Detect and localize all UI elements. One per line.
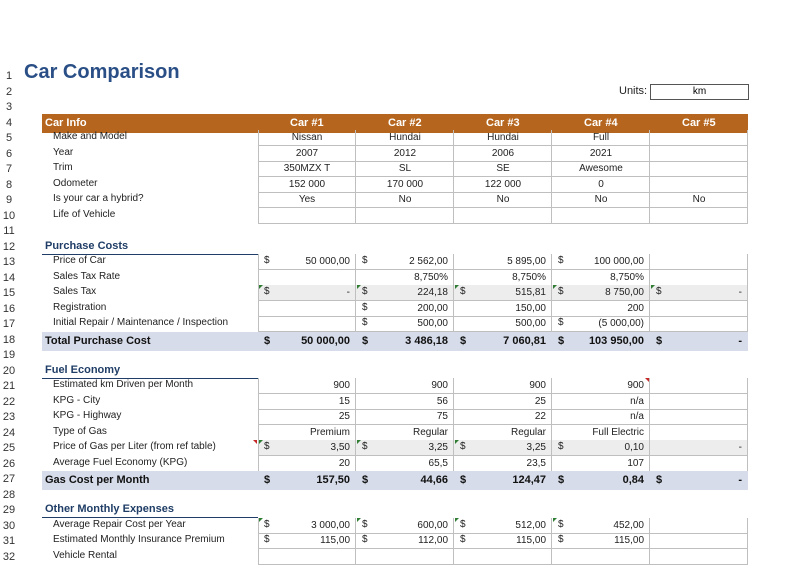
row-label: Registration xyxy=(53,301,107,313)
data-cell[interactable] xyxy=(258,208,356,224)
currency-symbol: $ xyxy=(656,474,663,486)
row-label: Average Fuel Economy (KPG) xyxy=(53,456,188,468)
row-number[interactable]: 5 xyxy=(5,132,13,144)
cell-value: 115,00 xyxy=(614,535,644,546)
cell-value: 115,00 xyxy=(516,535,546,546)
row-number[interactable]: 29 xyxy=(2,504,16,516)
data-cell[interactable] xyxy=(258,301,356,317)
row-number[interactable]: 20 xyxy=(2,364,16,377)
row-label: Sales Tax Rate xyxy=(53,270,121,282)
row-number[interactable]: 4 xyxy=(5,116,13,129)
currency-symbol: $ xyxy=(362,317,368,328)
cell-value: 0 xyxy=(598,178,604,190)
data-cell[interactable] xyxy=(356,208,454,224)
car-info-title: Car Info xyxy=(45,117,87,129)
cell-value: Hundai xyxy=(487,132,519,143)
row-label: KPG - City xyxy=(53,394,101,406)
cell-value: SL xyxy=(398,163,412,174)
cell-value: 56 xyxy=(436,395,448,407)
data-cell[interactable] xyxy=(650,456,748,472)
row-label: Year xyxy=(53,146,74,158)
row-number[interactable]: 2 xyxy=(5,85,13,98)
cell-value: 150,00 xyxy=(515,302,546,314)
row-label: Price of Car xyxy=(53,255,106,266)
cell-value: 452,00 xyxy=(613,519,644,531)
row-number[interactable]: 27 xyxy=(2,473,16,485)
row-number[interactable]: 1 xyxy=(5,70,13,82)
cell-value: Awesome xyxy=(579,163,623,174)
currency-symbol: $ xyxy=(460,474,467,486)
data-cell[interactable] xyxy=(650,254,748,270)
cell-value: 115,00 xyxy=(320,535,350,546)
formula-marker-icon xyxy=(357,440,361,444)
row-number[interactable]: 24 xyxy=(2,426,16,439)
formula-marker-icon xyxy=(357,285,361,289)
row-number[interactable]: 10 xyxy=(2,209,16,222)
cell-value: 170 000 xyxy=(386,178,424,190)
formula-marker-icon xyxy=(259,440,263,444)
cell-value: Premium xyxy=(309,426,350,438)
total-value[interactable]: 124,47 xyxy=(512,474,546,486)
row-label: Price of Gas per Liter (from ref table) xyxy=(53,441,216,452)
cell-value: 8,750% xyxy=(512,271,546,283)
cell-value: 900 xyxy=(627,380,644,391)
cell-value: 122 000 xyxy=(484,178,522,190)
cell-value: 200,00 xyxy=(417,302,448,314)
cell-value: No xyxy=(398,194,412,205)
currency-symbol: $ xyxy=(656,334,663,347)
cell-value: 25 xyxy=(534,395,546,407)
cell-value: 3,25 xyxy=(428,442,448,453)
data-cell[interactable] xyxy=(650,533,748,549)
cell-value: 900 xyxy=(333,380,350,391)
total-label: Gas Cost per Month xyxy=(45,474,150,486)
cell-value: 900 xyxy=(431,380,448,391)
row-number[interactable]: 13 xyxy=(2,256,16,268)
data-cell[interactable] xyxy=(454,208,552,224)
row-number[interactable]: 9 xyxy=(5,194,13,206)
row-label: Initial Repair / Maintenance / Inspection xyxy=(53,317,229,328)
total-value[interactable]: - xyxy=(738,474,742,486)
row-number[interactable]: 17 xyxy=(2,318,16,330)
total-value[interactable]: 44,66 xyxy=(420,474,448,486)
row-label: Life of Vehicle xyxy=(53,208,116,220)
data-cell[interactable] xyxy=(258,270,356,286)
cell-value: No xyxy=(594,194,608,205)
currency-symbol: $ xyxy=(264,255,270,266)
data-cell[interactable] xyxy=(650,518,748,534)
row-label: Make and Model xyxy=(53,131,127,142)
formula-marker-icon xyxy=(259,285,263,289)
cell-value: Nissan xyxy=(291,132,323,143)
cell-value: 2 562,00 xyxy=(409,256,448,267)
total-value[interactable]: 7 060,81 xyxy=(503,334,546,347)
cell-value: No xyxy=(692,194,706,205)
cell-value: 350MZX T xyxy=(283,163,331,174)
total-label: Total Purchase Cost xyxy=(45,334,151,347)
data-cell[interactable] xyxy=(552,549,650,565)
row-number[interactable]: 23 xyxy=(2,411,16,423)
car-column-header[interactable]: Car #1 xyxy=(290,117,324,129)
currency-symbol: $ xyxy=(460,286,466,297)
currency-symbol: $ xyxy=(558,317,564,328)
currency-symbol: $ xyxy=(656,286,662,297)
cell-value: 3,50 xyxy=(330,442,350,453)
total-value[interactable]: 0,84 xyxy=(622,474,644,486)
total-value[interactable]: 103 950,00 xyxy=(588,334,644,347)
currency-symbol: $ xyxy=(362,255,368,266)
car-column-header[interactable]: Car #4 xyxy=(584,117,618,129)
comment-marker-icon[interactable] xyxy=(645,378,649,382)
currency-symbol: $ xyxy=(362,334,369,347)
row-number[interactable]: 31 xyxy=(2,535,16,547)
data-cell[interactable] xyxy=(650,146,748,162)
row-number[interactable]: 32 xyxy=(2,550,16,563)
row-label: Average Repair Cost per Year xyxy=(53,518,186,530)
row-number[interactable]: 6 xyxy=(5,147,13,160)
data-cell[interactable] xyxy=(650,549,748,565)
cell-value: - xyxy=(346,287,350,298)
total-purchase-band xyxy=(42,332,748,351)
data-cell[interactable] xyxy=(650,425,748,441)
currency-symbol: $ xyxy=(264,441,270,452)
row-number[interactable]: 12 xyxy=(2,240,16,253)
row-label: KPG - Highway xyxy=(53,410,122,421)
data-cell[interactable] xyxy=(552,208,650,224)
cell-value: 2006 xyxy=(491,147,515,159)
row-number[interactable]: 16 xyxy=(2,302,16,315)
cell-value: 8,750% xyxy=(414,271,448,283)
currency-symbol: $ xyxy=(558,255,564,266)
cell-value: 500,00 xyxy=(515,318,546,329)
row-number[interactable]: 14 xyxy=(2,271,16,284)
data-cell[interactable] xyxy=(650,177,748,193)
cell-value: SE xyxy=(496,163,510,174)
cell-value: 200 xyxy=(627,302,644,314)
row-number[interactable]: 26 xyxy=(2,457,16,470)
currency-symbol: $ xyxy=(362,441,368,452)
formula-marker-icon xyxy=(553,285,557,289)
row-number[interactable]: 21 xyxy=(2,380,16,392)
row-label: Estimated km Driven per Month xyxy=(53,379,194,390)
cell-value: 152 000 xyxy=(288,178,326,190)
data-cell[interactable] xyxy=(650,130,748,146)
cell-value: 500,00 xyxy=(417,318,448,329)
currency-symbol: $ xyxy=(362,518,368,530)
cell-value: 512,00 xyxy=(515,519,546,531)
cell-value: Regular xyxy=(412,426,448,438)
row-label: Trim xyxy=(53,162,73,173)
currency-symbol: $ xyxy=(460,534,466,545)
cell-value: 3,25 xyxy=(526,442,546,453)
car-column-header[interactable]: Car #3 xyxy=(486,117,520,129)
currency-symbol: $ xyxy=(460,518,466,530)
comment-marker-icon[interactable] xyxy=(253,440,257,444)
row-number[interactable]: 3 xyxy=(5,101,13,113)
units-label: Units: xyxy=(619,85,648,97)
units-input[interactable]: km xyxy=(650,84,749,100)
cell-value: Yes xyxy=(298,194,316,205)
cell-value: 2007 xyxy=(295,147,319,159)
currency-symbol: $ xyxy=(558,334,565,347)
cell-value: 515,81 xyxy=(515,287,546,298)
cell-value: 112,00 xyxy=(418,535,448,546)
row-number[interactable]: 28 xyxy=(2,488,16,501)
cell-value: 900 xyxy=(529,380,546,391)
row-label: Vehicle Rental xyxy=(53,549,117,561)
currency-symbol: $ xyxy=(558,474,565,486)
currency-symbol: $ xyxy=(558,286,564,297)
cell-value: Full Electric xyxy=(592,426,644,438)
formula-marker-icon xyxy=(455,518,459,522)
data-cell[interactable] xyxy=(650,208,748,224)
data-cell[interactable] xyxy=(650,270,748,286)
total-gas-band xyxy=(42,471,748,490)
formula-marker-icon xyxy=(455,440,459,444)
cell-value: 107 xyxy=(627,457,644,469)
cell-value: 2012 xyxy=(393,147,417,159)
cell-value: 23,5 xyxy=(526,457,546,469)
currency-symbol: $ xyxy=(264,518,270,530)
cell-value: 8 750,00 xyxy=(605,287,644,298)
row-number[interactable]: 18 xyxy=(2,333,16,346)
row-number[interactable]: 15 xyxy=(2,287,16,299)
cell-value: 224,18 xyxy=(417,287,448,298)
currency-symbol: $ xyxy=(264,286,270,297)
cell-value: (5 000,00) xyxy=(598,318,644,329)
currency-symbol: $ xyxy=(264,474,271,486)
cell-value: 3 000,00 xyxy=(311,519,350,531)
row-label: Sales Tax xyxy=(53,286,97,297)
formula-marker-icon xyxy=(651,285,655,289)
cell-value: n/a xyxy=(630,395,644,407)
cell-value: 75 xyxy=(436,411,448,422)
currency-symbol: $ xyxy=(558,534,564,545)
row-number[interactable]: 22 xyxy=(2,395,16,408)
row-label: Estimated Monthly Insurance Premium xyxy=(53,534,225,545)
cell-value: 20 xyxy=(338,457,350,469)
cell-value: Regular xyxy=(510,426,546,438)
cell-value: 2021 xyxy=(589,147,613,159)
currency-symbol: $ xyxy=(558,441,564,452)
cell-value: Full xyxy=(592,132,610,143)
data-cell[interactable] xyxy=(650,316,748,332)
row-number[interactable]: 8 xyxy=(5,178,13,191)
cell-value: n/a xyxy=(630,411,644,422)
currency-symbol: $ xyxy=(558,518,564,530)
data-cell[interactable] xyxy=(650,394,748,410)
row-number[interactable]: 7 xyxy=(5,163,13,175)
cell-value: 0,10 xyxy=(624,442,644,453)
cell-value: - xyxy=(738,287,742,298)
formula-marker-icon xyxy=(455,285,459,289)
data-cell[interactable] xyxy=(258,316,356,332)
cell-value: 15 xyxy=(338,395,350,407)
cell-value: 22 xyxy=(534,411,546,422)
formula-marker-icon xyxy=(259,518,263,522)
cell-value: 100 000,00 xyxy=(593,256,644,267)
currency-symbol: $ xyxy=(264,334,271,347)
currency-symbol: $ xyxy=(460,334,467,347)
cell-value: - xyxy=(738,442,742,453)
total-value[interactable]: 157,50 xyxy=(316,474,350,486)
row-label: Type of Gas xyxy=(53,425,107,437)
cell-value: 5 895,00 xyxy=(507,256,546,267)
row-number[interactable]: 30 xyxy=(2,519,16,532)
total-value[interactable]: 3 486,18 xyxy=(405,334,448,347)
currency-symbol: $ xyxy=(460,441,466,452)
cell-value: Hundai xyxy=(389,132,421,143)
data-cell[interactable] xyxy=(258,549,356,565)
currency-symbol: $ xyxy=(362,474,369,486)
row-number[interactable]: 11 xyxy=(3,225,15,237)
data-cell[interactable] xyxy=(650,409,748,425)
cell-value: 50 000,00 xyxy=(305,256,350,267)
data-cell[interactable] xyxy=(454,549,552,565)
row-number[interactable]: 19 xyxy=(2,349,16,361)
car-column-header[interactable]: Car #2 xyxy=(388,117,422,129)
total-value[interactable]: - xyxy=(738,334,742,347)
row-label: Odometer xyxy=(53,177,98,189)
section-title-purchase: Purchase Costs xyxy=(45,239,129,252)
cell-value: No xyxy=(496,194,510,205)
data-cell[interactable] xyxy=(650,301,748,317)
car-column-header[interactable]: Car #5 xyxy=(682,117,716,129)
currency-symbol: $ xyxy=(362,534,368,545)
total-value[interactable]: 50 000,00 xyxy=(301,334,350,347)
formula-marker-icon xyxy=(357,518,361,522)
currency-symbol: $ xyxy=(362,301,368,313)
currency-symbol: $ xyxy=(362,286,368,297)
row-label: Is your car a hybrid? xyxy=(53,193,144,204)
currency-symbol: $ xyxy=(264,534,270,545)
section-title-other: Other Monthly Expenses xyxy=(45,503,174,515)
data-cell[interactable] xyxy=(356,549,454,565)
page-title[interactable]: Car Comparison xyxy=(24,61,180,83)
formula-marker-icon xyxy=(553,518,557,522)
cell-value: 600,00 xyxy=(417,519,448,531)
data-cell[interactable] xyxy=(650,378,748,394)
row-number[interactable]: 25 xyxy=(2,442,16,454)
cell-value: 65,5 xyxy=(428,457,448,469)
cell-value: 25 xyxy=(338,411,350,422)
cell-value: 8,750% xyxy=(610,271,644,283)
data-cell[interactable] xyxy=(650,161,748,177)
section-title-fuel: Fuel Economy xyxy=(45,363,121,376)
